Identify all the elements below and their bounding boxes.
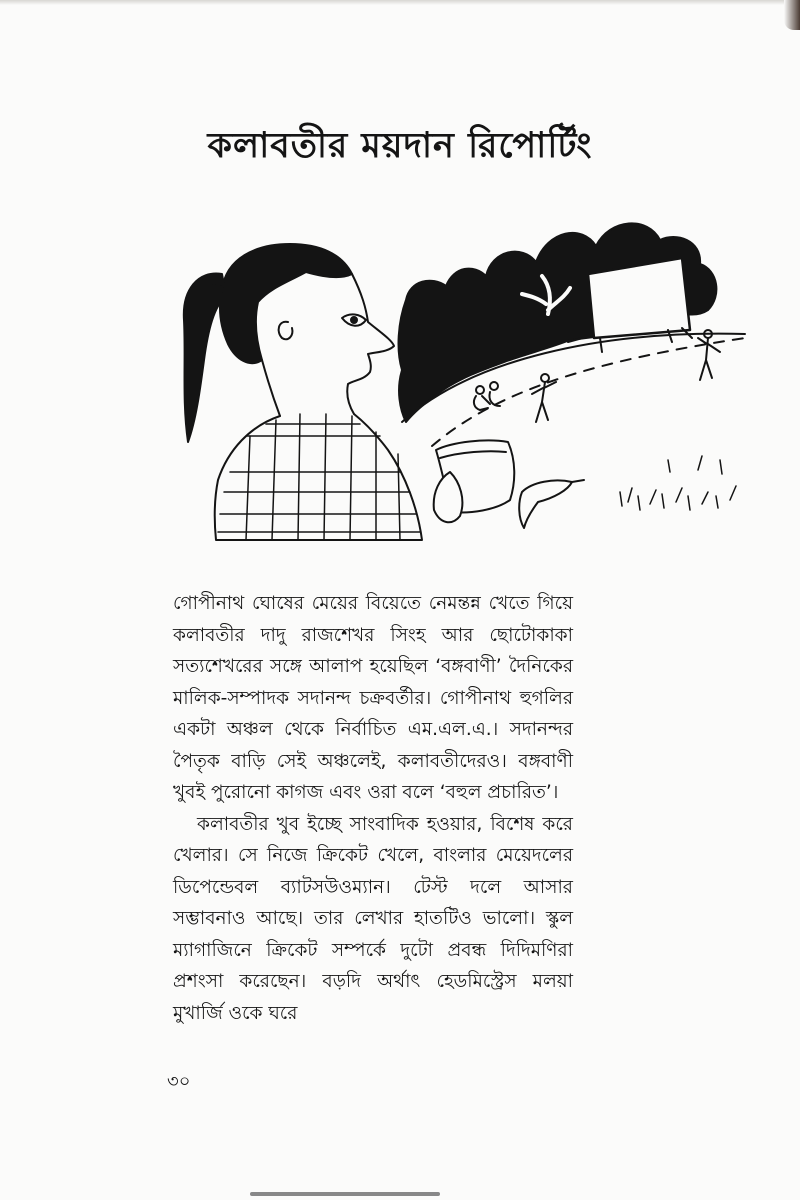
hair: [220, 244, 352, 363]
scan-smudge: [250, 1192, 440, 1196]
umpire-figure: [698, 330, 720, 380]
paragraph: কলাবতীর খুব ইচ্ছে সাংবাদিক হওয়ার, বিশেষ করে খেলার। সে নিজে ক্রিকেট খেলে, বাংলার মেয়েদলের ডিপেন্ডেবল ব্যাটসউওম্যান। টেস্ট দলে আসার সম্ভাবনাও আছে। তার লেখার হাতটিও ভালো। স্কুল ম্যাগাজিনে ক্রিকেট সম্পর্কে দুটো প্রবন্ধ দিদিমণিরা প্রশংসা করেছেন। বড়দি অর্থাৎ হেডমিস্ট্রেস মলয়া মুখার্জি ওকে ঘরে: [173, 813, 573, 1024]
chapter-title: কলাবতীর ময়দান রিপোর্টিং: [207, 126, 593, 167]
ear: [279, 322, 293, 339]
checkered-shirt: [215, 414, 422, 540]
page-top-edge: [0, 0, 800, 5]
illustration-reporter-at-maidan: [170, 210, 750, 550]
paragraph: গোপীনাথ ঘোষের মেয়ের বিয়েতে নেমন্তন্ন খেতে গিয়ে কলাবতীর দাদু রাজশেখর সিংহ আর ছোটোকাকা সত্যশেখরের সঙ্গে আলাপ হয়েছিল ‘বঙ্গবাণী’ দৈনিকের মালিক-সম্পাদক সদানন্দ চক্রবর্তীর। গোপীনাথ হুগলির একটা অঞ্চল থেকে নির্বাচিত এম.এল.এ.। সদানন্দর পৈতৃক বাড়ি সেই অঞ্চলেই, কলাবতীদেরও। বঙ্গবাণী খুবই পুরোনো কাগজ এবং ওরা বলে ‘বহুল প্রচারিত’।: [173, 593, 573, 803]
page-corner-shadow: [784, 0, 800, 30]
page-number: ৩০: [167, 1071, 191, 1092]
body-text: [173, 588, 573, 1029]
grass-tufts: [620, 456, 736, 510]
sitting-spectators: [474, 382, 500, 410]
pen-hand: [519, 480, 572, 528]
face: [262, 274, 394, 416]
